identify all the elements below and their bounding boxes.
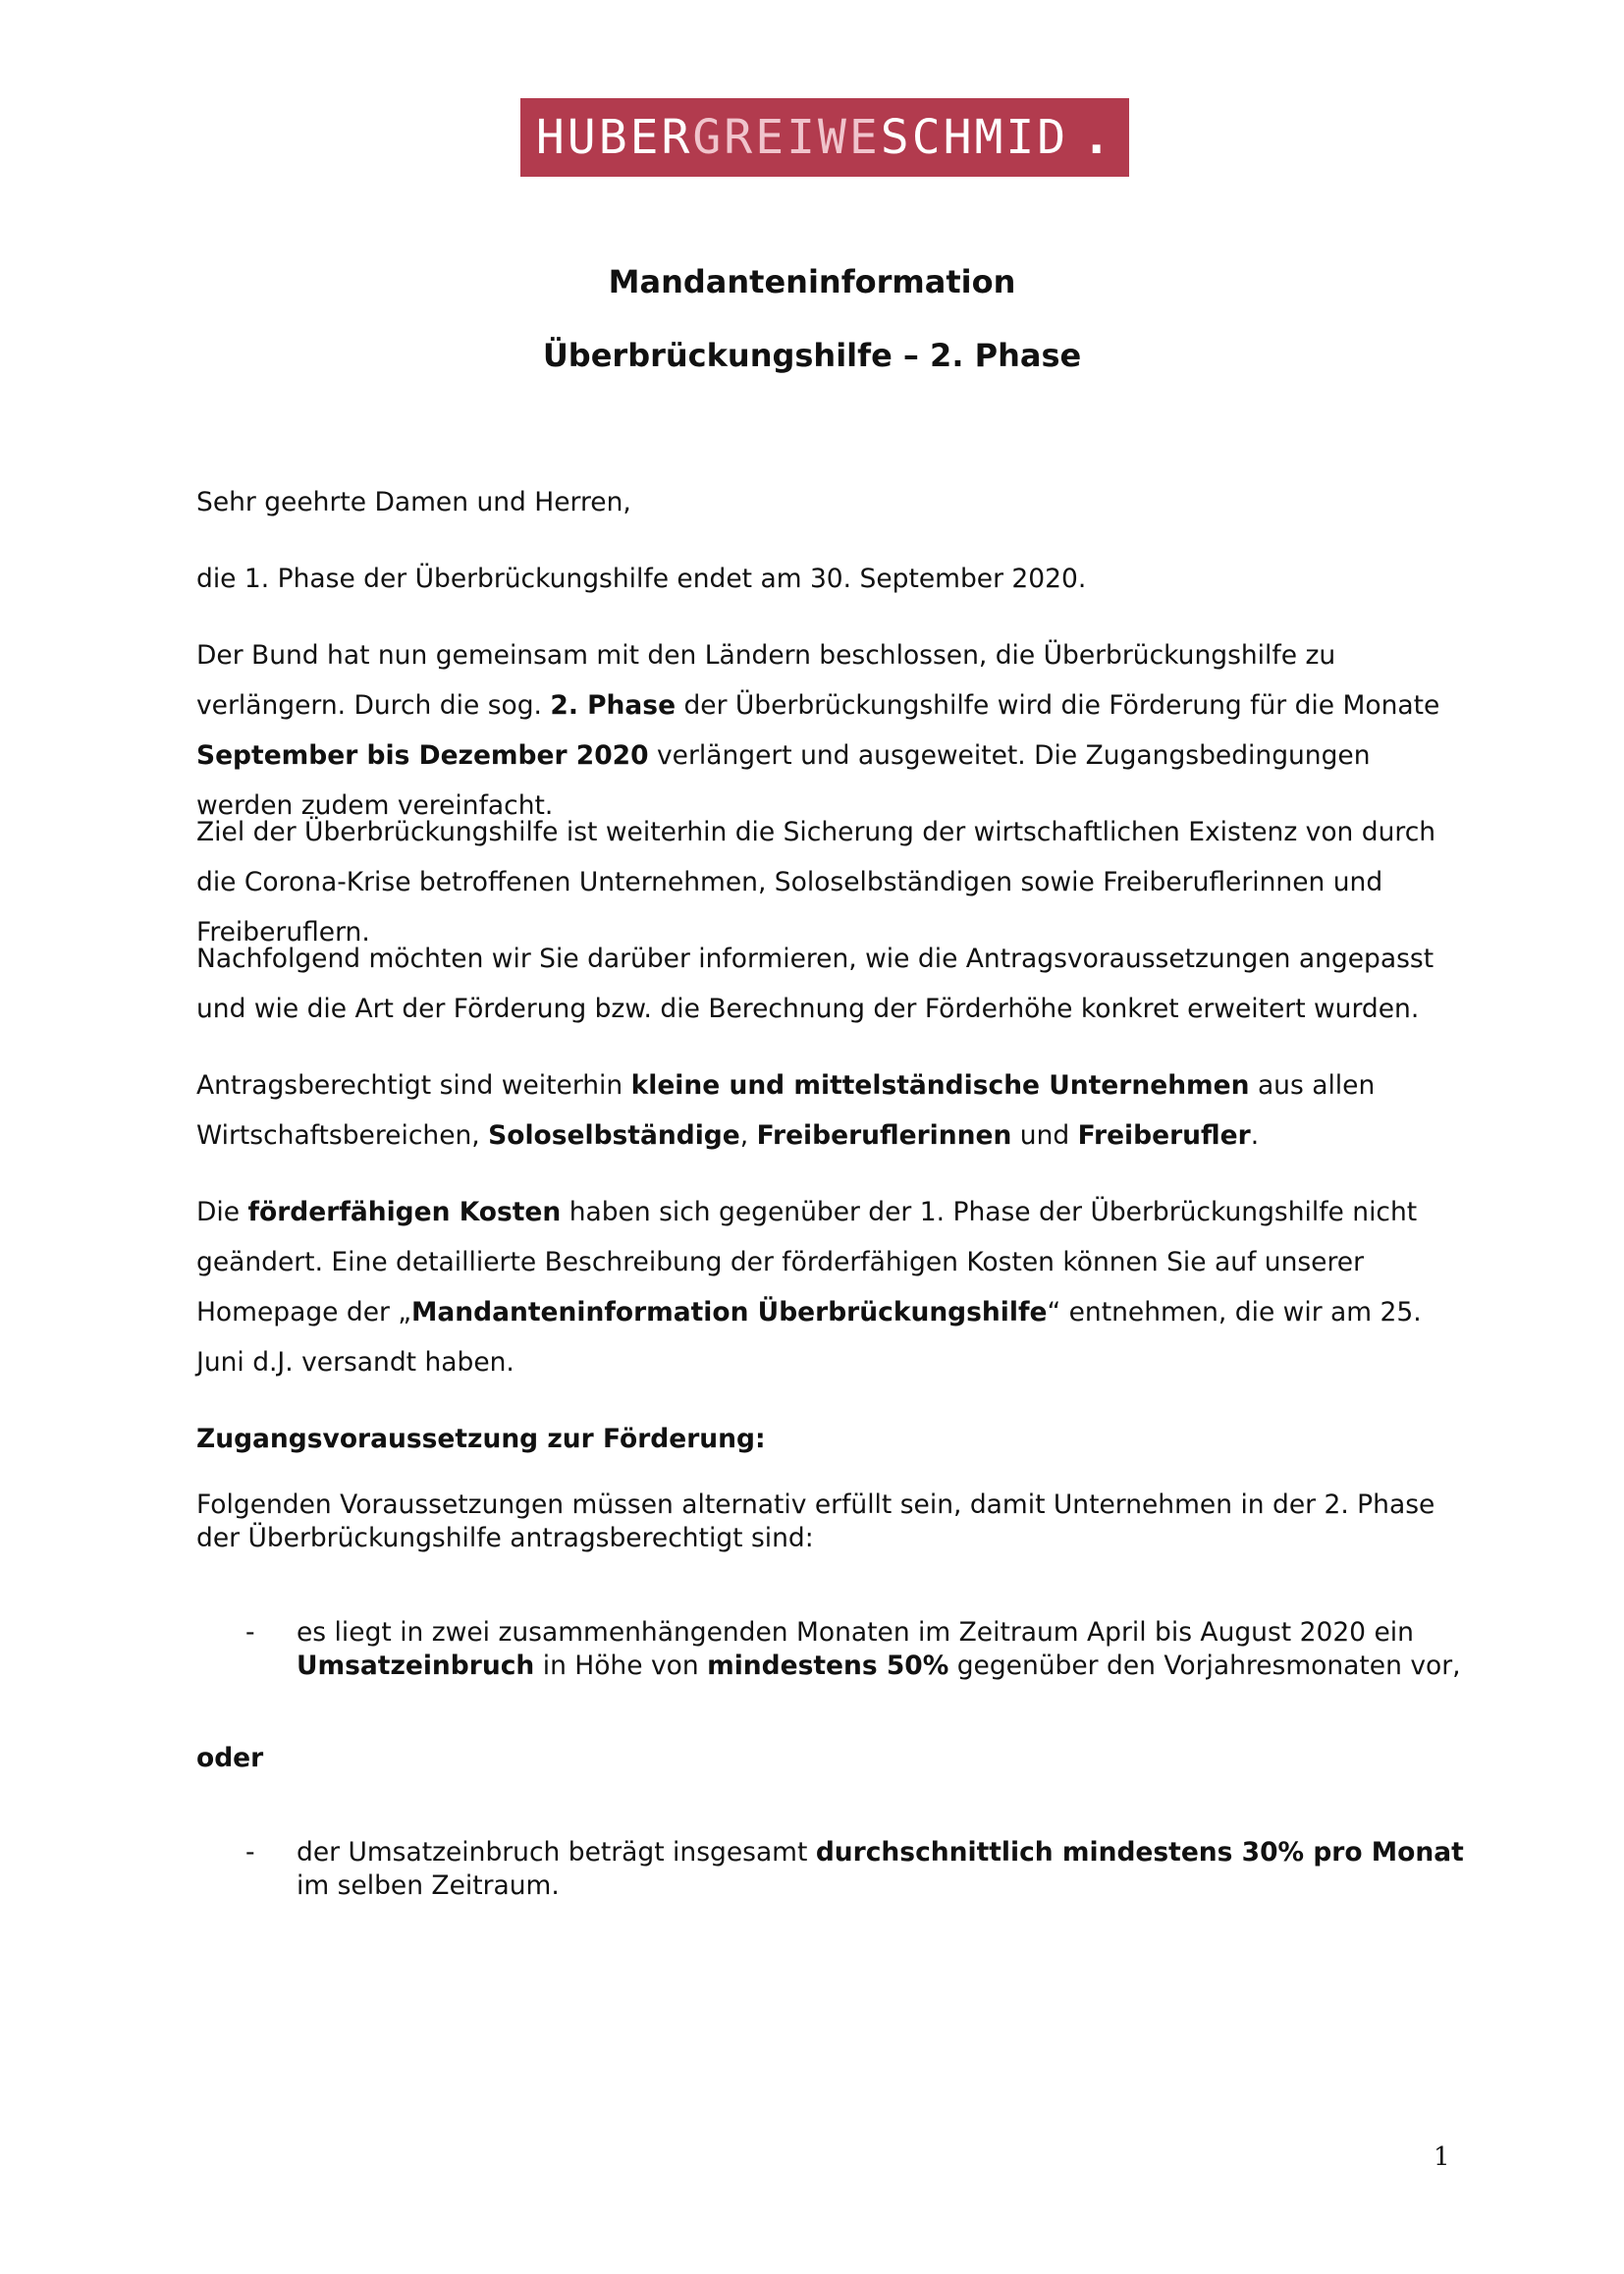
logo-text-schmid: SCHMID: [880, 110, 1069, 165]
bold-mindestens-50: mindestens 50%: [707, 1651, 949, 1681]
document-subtitle: Überbrückungshilfe – 2. Phase: [542, 337, 1082, 374]
bold-mandanteninformation: Mandanteninformation Überbrückungshilfe: [411, 1297, 1048, 1327]
logo-text-huber: HUBER: [535, 110, 693, 165]
info-paragraph: Nachfolgend möchten wir Sie darüber informieren, wie die Antragsvoraussetzungen angepasst und wie die Art der Förderung bzw. die Berechnung der Förderhöhe konkret erweitert wurden.: [196, 944, 1435, 1024]
bold-months: September bis Dezember 2020: [196, 740, 649, 771]
bold-soloselbstaendige: Soloselbständige: [488, 1120, 740, 1151]
phase1-end-paragraph: die 1. Phase der Überbrückungshilfe endet am 30. September 2020.: [196, 564, 1087, 594]
logo-text-greiwe: GREIWE: [692, 110, 881, 165]
conditions-intro-paragraph: Folgenden Voraussetzungen müssen alternativ erfüllt sein, damit Unternehmen in der 2. Phase der Überbrückungshilfe antragsberechtigt sind:: [196, 1489, 1435, 1553]
bold-umsatzeinbruch: Umsatzeinbruch: [297, 1651, 535, 1681]
logo-dot: .: [1082, 110, 1114, 165]
bold-kmu: kleine und mittelständische Unternehmen: [630, 1070, 1250, 1101]
bold-freiberuflerinnen: Freiberuflerinnen: [756, 1120, 1012, 1151]
extension-paragraph: Der Bund hat nun gemeinsam mit den Ländern beschlossen, die Überbrückungshilfe zu verlängern. Durch die sog. 2. Phase der Überbrückungshilfe wird die Förderung für die Monate September bis Dezember 2020 verlängert und ausgeweitet. Die Zugangsbedingungen werden zudem vereinfacht.: [196, 640, 1440, 821]
greeting-paragraph: Sehr geehrte Damen und Herren,: [196, 487, 631, 517]
bold-phase-2: 2. Phase: [550, 690, 677, 721]
page-number: 1: [1434, 2142, 1450, 2172]
bold-durchschnittlich-30: durchschnittlich mindestens 30% pro Monat: [815, 1837, 1464, 1868]
goal-paragraph: Ziel der Überbrückungshilfe ist weiterhin die Sicherung der wirtschaftlichen Existenz von durch die Corona-Krise betroffenen Unternehmen, Soloselbständigen sowie Freiberuflerinnen und Freiberuflern.: [196, 817, 1436, 948]
bold-foerderfaehige-kosten: förderfähigen Kosten: [247, 1197, 562, 1227]
bold-freiberufler: Freiberufler: [1077, 1120, 1251, 1151]
bullet-dash: -: [245, 1617, 255, 1648]
condition-item-2: der Umsatzeinbruch beträgt insgesamt durchschnittlich mindestens 30% pro Monat im selben Zeitraum.: [297, 1837, 1464, 1901]
bullet-dash: -: [245, 1837, 255, 1868]
document-title: Mandanteninformation: [608, 263, 1016, 300]
eligible-paragraph: Antragsberechtigt sind weiterhin kleine und mittelständische Unternehmen aus allen Wirtschaftsbereichen, Soloselbständige, Freiberuflerinnen und Freiberufler.: [196, 1070, 1376, 1151]
oder-label: oder: [196, 1743, 264, 1773]
section-heading: Zugangsvoraussetzung zur Förderung:: [196, 1424, 766, 1454]
company-logo: [520, 98, 1129, 177]
costs-paragraph: Die förderfähigen Kosten haben sich gegenüber der 1. Phase der Überbrückungshilfe nicht geändert. Eine detaillierte Beschreibung der förderfähigen Kosten können Sie auf unserer Homepage der „Mandanteninformation Überbrückungshilfe“ entnehmen, die wir am 25. Juni d.J. versandt haben.: [196, 1197, 1422, 1378]
condition-item-1: es liegt in zwei zusammenhängenden Monaten im Zeitraum April bis August 2020 ein Umsatzeinbruch in Höhe von mindestens 50% gegenüber den Vorjahresmonaten vor,: [297, 1617, 1461, 1681]
